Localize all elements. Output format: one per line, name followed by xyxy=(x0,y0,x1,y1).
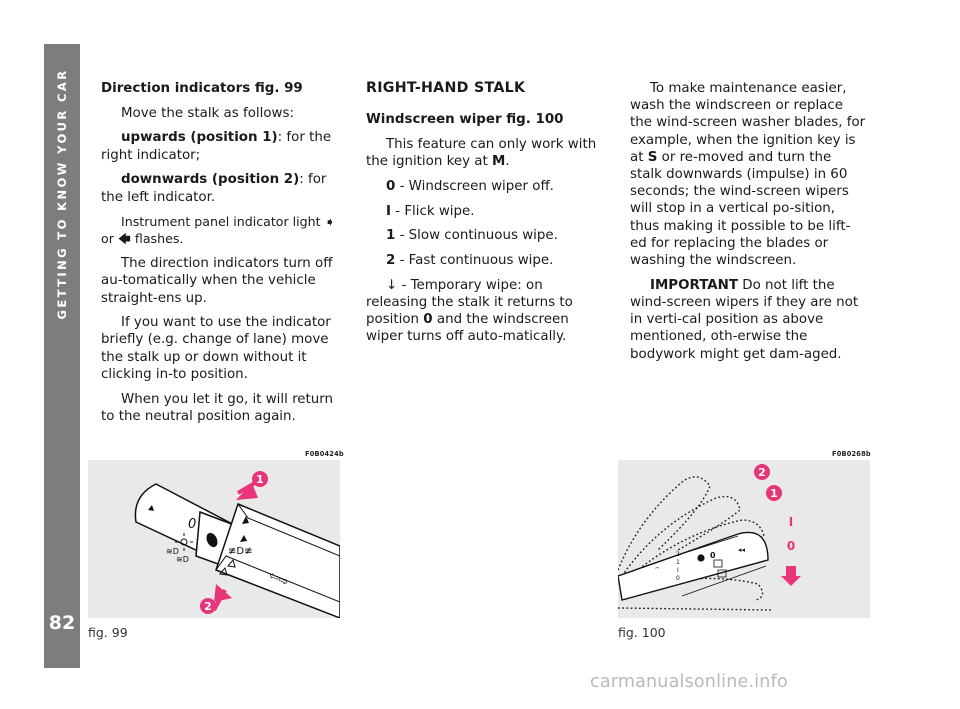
sidebar-title-text: GETTING TO KNOW YOUR CAR xyxy=(55,68,69,320)
paragraph-auto-off: The direction indicators turn off au-tomatically when the vehicle straight-ens up. xyxy=(101,256,333,306)
paragraph-downwards xyxy=(101,171,338,205)
svg-text:⇦⇨: ⇦⇨ xyxy=(266,568,291,590)
wiper-item-3 xyxy=(366,252,602,269)
temp-position: 0 xyxy=(423,312,433,328)
column-maintenance xyxy=(630,80,867,370)
column-windscreen-wiper xyxy=(366,80,602,353)
column-direction-indicators xyxy=(101,80,338,432)
svg-text:≋D: ≋D xyxy=(166,547,179,556)
heading-windscreen-wiper: Windscreen wiper fig. 100 xyxy=(366,112,564,128)
paragraph-temporary-wipe xyxy=(366,277,602,346)
paragraph-maintenance xyxy=(630,80,867,269)
paragraph-indicator-light xyxy=(101,213,338,247)
wiper-item-1 xyxy=(366,203,602,220)
page-number: 82 xyxy=(48,612,76,634)
text-ignition-a: This feature can only work with the ignition key at xyxy=(366,136,597,170)
paragraph-intro: Move the stalk as follows: xyxy=(121,105,294,121)
text-light-a: Instrument panel indicator light xyxy=(121,214,325,230)
text-ignition-b: . xyxy=(505,154,510,170)
fig99-zero: 0 xyxy=(188,517,197,532)
text-upwards: : for the right indicator; xyxy=(101,130,332,163)
key-position-s: S xyxy=(647,149,658,165)
paragraph-brief-use: If you want to use the indicator briefly (e.g. change of lane) move the stalk up or down without it clicking in-to position. xyxy=(101,315,331,382)
fig100-code: F0B0268b xyxy=(832,450,871,458)
down-arrow-icon: ↓ xyxy=(386,277,398,293)
label-important: IMPORTANT xyxy=(650,277,739,293)
text-important: Do not lift the wind-screen wipers if they are not in verti-cal position as above mentioned, oth-erwise the bodywork might get dam-aged. xyxy=(630,277,859,362)
fig100-stalk-pos-2: 2 xyxy=(676,551,680,558)
text-temp-b: and the windscreen wiper turns off auto-matically. xyxy=(366,312,569,345)
wiper-text-3: - Fast continuous wipe. xyxy=(395,252,554,268)
text-light-b: or xyxy=(101,231,118,247)
paragraph-ignition xyxy=(366,136,602,170)
text-maint-b: or re-moved and turn the stalk downwards (impulse) in 60 seconds; the wind-screen wipers will stop in a vertical po-sition, thus making it possible to be lift-ed for replacing the blades or washing the windscreen. xyxy=(630,149,851,269)
fig99-caption: fig. 99 xyxy=(88,625,128,640)
text-maint-a: To make maintenance easier, wash the windscreen or replace the wind-screen washer blades, for example, when the ignition key is at xyxy=(630,81,866,165)
figure-99 xyxy=(88,460,340,618)
fig100-label-i: I xyxy=(788,515,794,529)
sidebar-title xyxy=(44,44,80,344)
text-downwards: : for the left indicator. xyxy=(101,172,327,205)
wiper-item-2 xyxy=(366,227,602,244)
wiper-pos-3: 2 xyxy=(386,252,396,268)
svg-text:⌔: ⌔ xyxy=(654,566,661,574)
wiper-text-2: - Slow continuous wipe. xyxy=(395,228,558,244)
text-light-c: flashes. xyxy=(130,231,184,247)
fig100-illustration xyxy=(618,460,870,618)
wiper-pos-1: I xyxy=(386,203,391,219)
fig100-label-0: 0 xyxy=(786,539,796,553)
wiper-item-0 xyxy=(366,178,602,195)
fig99-illustration xyxy=(88,460,340,618)
svg-text:◂◂: ◂◂ xyxy=(738,546,746,554)
fig99-code: F0B0424b xyxy=(305,450,344,458)
wiper-text-0: - Windscreen wiper off. xyxy=(395,178,554,194)
key-position-m: M xyxy=(491,154,506,170)
fig99-marker-2: 2 xyxy=(204,600,212,613)
fig100-stalk-pos-1: 1 xyxy=(676,559,680,566)
fig99-marker-1: 1 xyxy=(256,473,264,486)
label-downwards: downwards (position 2) xyxy=(121,172,300,188)
wiper-pos-0: 0 xyxy=(386,178,396,194)
arrow-right-icon: ➧ xyxy=(324,214,336,230)
fig100-marker-1: 1 xyxy=(770,487,778,500)
label-upwards: upwards (position 1) xyxy=(121,130,278,146)
fig100-stalk-pos-0: 0 xyxy=(676,575,680,582)
section-title: RIGHT-HAND STALK xyxy=(366,80,526,96)
paragraph-return: When you let it go, it will return to the neutral position again. xyxy=(101,391,334,424)
fig100-marker-2: 2 xyxy=(758,466,766,479)
fig100-stalk-pos-i: I xyxy=(677,567,679,574)
text-temp-a: - Temporary wipe: on releasing the stalk it returns to position xyxy=(366,277,573,328)
watermark-text: carmanualsonline.info xyxy=(590,672,788,692)
paragraph-upwards xyxy=(101,129,338,163)
svg-text:≋D: ≋D xyxy=(176,555,189,564)
arrow-left-icon: 🡄 xyxy=(117,231,131,247)
fig100-caption: fig. 100 xyxy=(618,625,666,640)
figure-100 xyxy=(618,460,870,618)
paragraph-important xyxy=(630,277,867,363)
wiper-pos-2: 1 xyxy=(386,228,396,244)
fig100-stalk-zero: 0 xyxy=(710,551,716,560)
heading-direction-indicators: Direction indicators fig. 99 xyxy=(101,81,303,96)
wiper-text-1: - Flick wipe. xyxy=(390,203,475,219)
svg-text:≢D≢: ≢D≢ xyxy=(228,546,253,557)
